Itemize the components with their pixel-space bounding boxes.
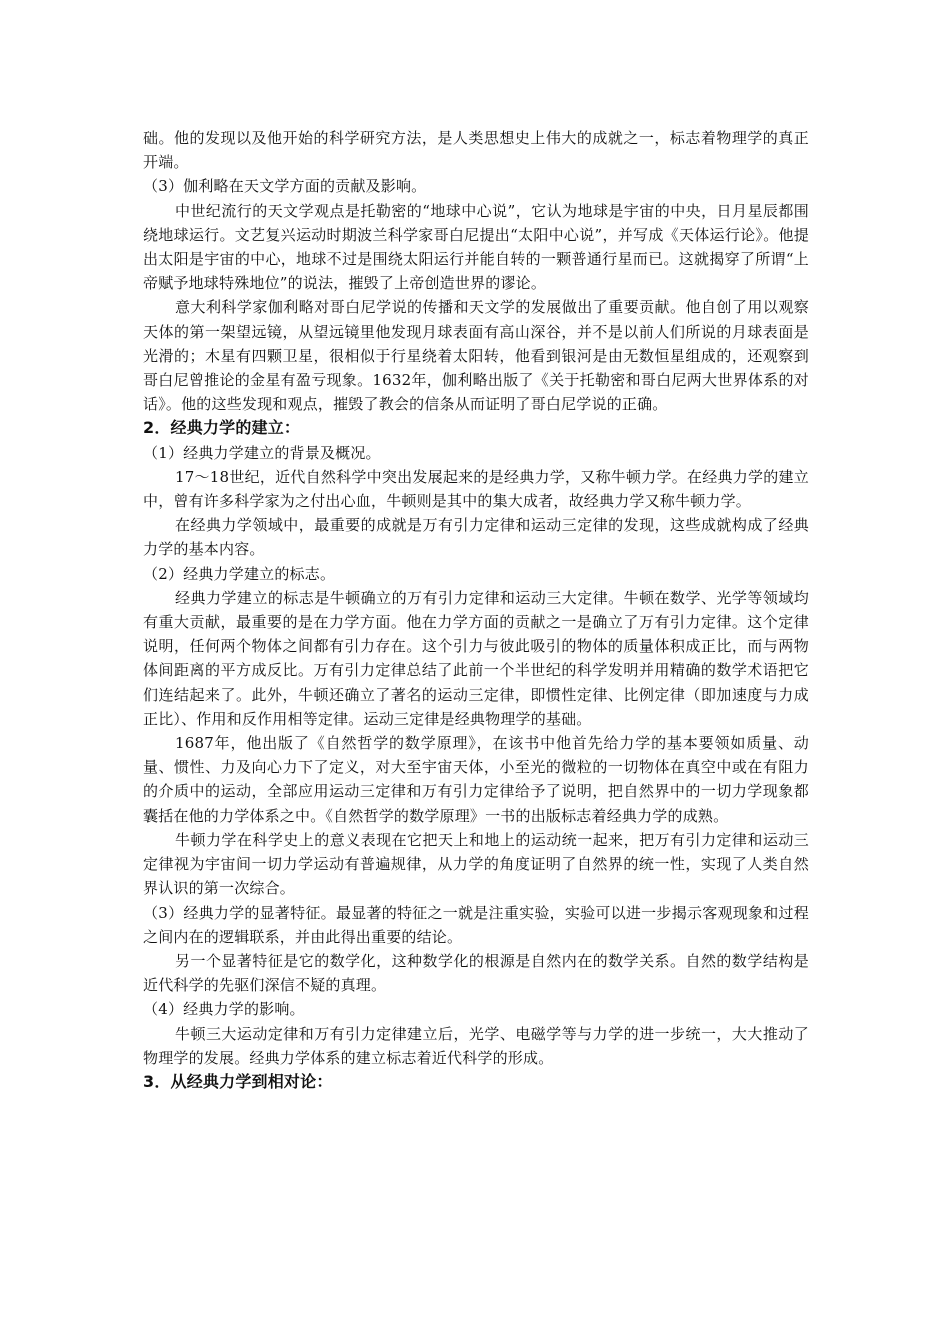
document-body [143,126,809,1094]
paragraph-mathematization: 另一个显著特征是它的数学化，这种数学化的根源是自然内在的数学关系。自然的数学结构是近代科学的先驱们深信不疑的真理。 [143,951,809,995]
subheading-landmark: （2）经典力学建立的标志。 [143,564,336,583]
subheading-background: （1）经典力学建立的背景及概况。 [143,443,381,462]
paragraph-newton-laws: 经典力学建立的标志是牛顿确立的万有引力定律和运动三大定律。牛顿在数学、光学等领域均有重大贡献，最重要的是在力学方面。他在力学方面的贡献之一是确立了万有引力定律。这个定律说明，任何两个物体之间都有引力存在。这个引力与彼此吸引的物体的质量体积成正比，而与两物体间距离的平方成反比。万有引力定律总结了此前一个半世纪的科学发明并用精确的数学术语把它们连结起来了。此外，牛顿还确立了著名的运动三定律，即惯性定律、比例定律（即加速度与力成正比）、作用和反作用相等定律。运动三定律是经典物理学的基础。 [143,588,809,728]
subheading-influence: （4）经典力学的影响。 [143,1000,305,1019]
section-heading-relativity: 3．从经典力学到相对论： [143,1071,333,1091]
paragraph-17-18-century: 17～18世纪，近代自然科学中突出发展起来的是经典力学，又称牛顿力学。在经典力学的建立中，曾有许多科学家为之付出心血，牛顿则是其中的集大成者，故经典力学又称牛顿力学。 [143,467,809,511]
paragraph-continuation: 础。他的发现以及他开始的科学研究方法，是人类思想史上伟大的成就之一，标志着物理学的真正开端。 [143,129,809,172]
paragraph-significance: 牛顿力学在科学史上的意义表现在它把天上和地上的运动统一起来，把万有引力定律和运动三定律视为宇宙间一切力学运动有普遍规律，从力学的角度证明了自然界的统一性，实现了人类自然界认识的第一次综合。 [143,830,809,898]
section-heading-classical-mechanics: 2．经典力学的建立： [143,418,301,438]
paragraph-principia: 1687年，他出版了《自然哲学的数学原理》，在该书中他首先给力学的基本要领如质量、动量、惯性、力及向心力下了定义，对大至宇宙天体，小至光的微粒的一切物体在真空中或在有阻力的介质中的运动，全部应用运动三定律和万有引力定律给予了说明，把自然界中的一切力学现象都囊括在他的力学体系之中。《自然哲学的数学原理》一书的出版标志着经典力学的成熟。 [143,734,809,825]
paragraph-geocentric: 中世纪流行的天文学观点是托勒密的“地球中心说”，它认为地球是宇宙的中央，日月星辰都围绕地球运行。文艺复兴运动时期波兰科学家哥白尼提出“太阳中心说”，并写成《天体运行论》。他提出太阳是宇宙的中心，地球不过是围绕太阳运行并能自转的一颗普通行星而已。这就揭穿了所谓“上帝赋予地球特殊地位”的说法，摧毁了上帝创造世界的谬论。 [143,201,809,293]
subheading-galileo-astronomy: （3）伽利略在天文学方面的贡献及影响。 [143,177,427,196]
paragraph-influence: 牛顿三大运动定律和万有引力定律建立后，光学、电磁学等与力学的进一步统一，大大推动了物理学的发展。经典力学体系的建立标志着近代科学的形成。 [143,1024,809,1067]
paragraph-achievements: 在经典力学领域中，最重要的成就是万有引力定律和运动三定律的发现，这些成就构成了经典力学的基本内容。 [143,516,809,559]
paragraph-galileo: 意大利科学家伽利略对哥白尼学说的传播和天文学的发展做出了重要贡献。他自创了用以观察天体的第一架望远镜，从望远镜里他发现月球表面有高山深谷，并不是以前人们所说的月球表面是光滑的；木星有四颗卫星，很相似于行星绕着太阳转，他看到银河是由无数恒星组成的，还观察到哥白尼曾推论的金星有盈亏现象。1632年，伽利略出版了《关于托勒密和哥白尼两大世界体系的对话》。他的这些发现和观点，摧毁了教会的信条从而证明了哥白尼学说的正确。 [143,298,809,414]
paragraph-features: （3）经典力学的显著特征。最显著的特征之一就是注重实验，实验可以进一步揭示客观现象和过程之间内在的逻辑联系，并由此得出重要的结论。 [143,903,809,946]
